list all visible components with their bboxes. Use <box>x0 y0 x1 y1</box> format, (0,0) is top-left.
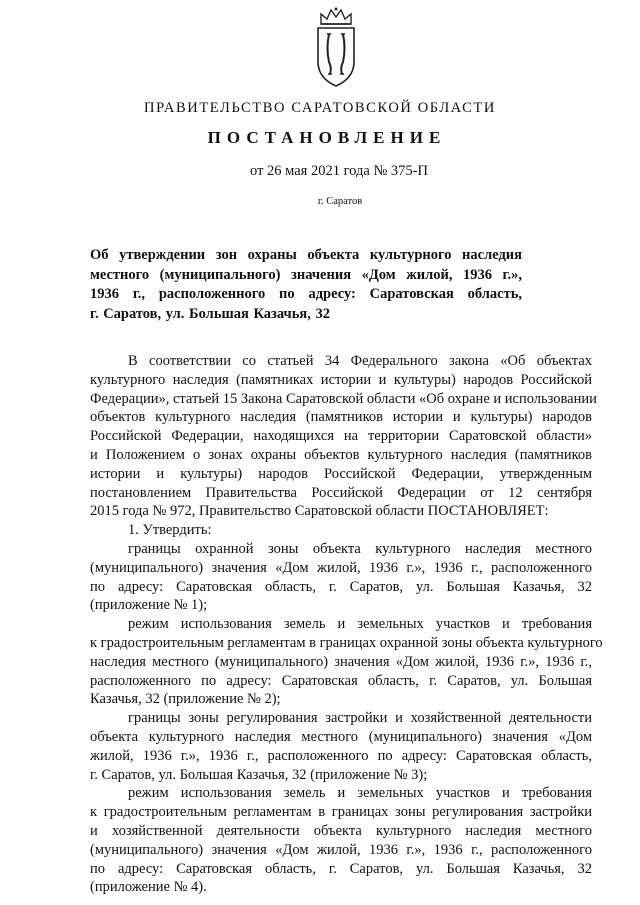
body-line: наследия местного (муниципального) значения «Дом жилой, 1936 г.», 1936 г., <box>90 653 592 670</box>
body-line: и Положением о зонах охраны объектов культурного наследия (памятников <box>90 446 592 463</box>
organization-name: ПРАВИТЕЛЬСТВО САРАТОВСКОЙ ОБЛАСТИ <box>144 100 496 116</box>
body-line: к градостроительным регламентам в границах охранной зоны объекта культурного <box>90 634 603 651</box>
body-line: расположенного по адресу: Саратовская область, г. Саратов, ул. Большая <box>90 672 592 689</box>
body-line: Казачья, 32 (приложение № 2); <box>90 691 281 708</box>
city-line: г. Саратов <box>317 196 363 207</box>
body-line: объектов культурного наследия (памятников истории и культуры) народов <box>90 409 592 426</box>
body-line: объекта культурного наследия местного (муниципального) значения «Дом <box>90 728 592 745</box>
body-line: по адресу: Саратовская область, г. Саратов, ул. Большая Казачья, 32 <box>90 860 592 877</box>
document-type-title: ПОСТАНОВЛЕНИЕ <box>207 128 447 147</box>
body-line: постановлением Правительства Российской Федерации от 12 сентября <box>90 484 592 501</box>
body-line: В соответствии со статьей 34 Федерального закона «Об объектах <box>128 353 592 369</box>
body-line: границы зоны регулирования застройки и хозяйственной деятельности <box>128 710 592 727</box>
body-line: к градостроительным регламентам в границах зоны регулирования застройки <box>90 804 592 821</box>
body-line: (муниципального) значения «Дом жилой, 1936 г.», 1936 г., расположенного <box>90 559 592 576</box>
body-line: г. Саратов, ул. Большая Казачья, 32 (приложение № 3); <box>90 766 428 783</box>
body-line: (приложение № 4). <box>90 879 207 896</box>
body-line: (муниципального) значения «Дом жилой, 1936 г.», 1936 г., расположенного <box>90 841 592 858</box>
subject-line: г. Саратов, ул. Большая Казачья, 32 <box>90 305 330 322</box>
coat-of-arms-icon <box>313 6 359 88</box>
subject-line: местного (муниципального) значения «Дом жилой, 1936 г.», <box>90 266 522 283</box>
body-line: 1. Утвердить: <box>128 522 212 539</box>
body-line: истории и культуры) народов Российской Федерации, утвержденным <box>90 465 592 482</box>
body-line: границы охранной зоны объекта культурного наследия местного <box>128 540 592 557</box>
subject-line: Об утверждении зон охраны объекта культурного наследия <box>90 247 522 263</box>
subject-line: 1936 г., расположенного по адресу: Саратовская область, <box>90 286 522 302</box>
body-line: режим использования земель и земельных участков и требования <box>128 785 592 802</box>
body-line: (приложение № 1); <box>90 597 208 614</box>
body-line: Российской Федерации, находящихся на территории Саратовской области» <box>90 428 592 445</box>
body-line: по адресу: Саратовская область, г. Саратов, ул. Большая Казачья, 32 <box>90 578 592 595</box>
document-subject <box>90 246 522 324</box>
body-line: режим использования земель и земельных участков и требования <box>128 616 592 633</box>
body-line: и хозяйственной деятельности объекта культурного наследия местного <box>90 822 592 839</box>
date-number-line: от 26 мая 2021 года № 375-П <box>250 163 428 179</box>
body-line: Федерации», статьей 15 Закона Саратовской области «Об охране и использовании <box>90 390 597 407</box>
document-body <box>90 352 603 897</box>
body-line: культурного наследия (памятниках истории и культуры) народов Российской <box>90 371 592 388</box>
body-line: 2015 года № 972, Правительство Саратовской области ПОСТАНОВЛЯЕТ: <box>90 503 549 520</box>
body-line: жилой, 1936 г.», 1936 г., расположенного по адресу: Саратовская область, <box>90 747 592 764</box>
